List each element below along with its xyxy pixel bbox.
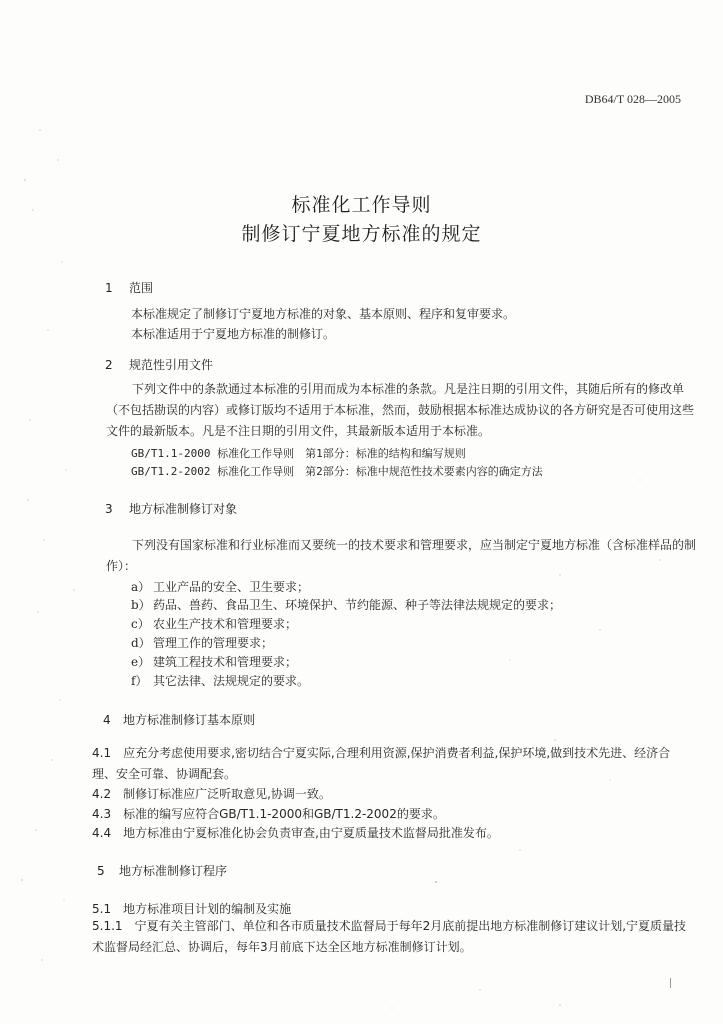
section-title: 范围 (129, 281, 154, 295)
subsection-title: 地方标准项目计划的编制及实施 (123, 902, 292, 916)
section-3-intro: 下列没有国家标准和行业标准而又要统一的技术要求和管理要求，应当制定宁夏地方标准（含标准样品的制作）： (106, 538, 697, 573)
title-line-2: 制修订宁夏地方标准的规定 (241, 223, 482, 245)
title-line-1: 标准化工作导则 (291, 194, 432, 216)
clause-number: 4.4 (92, 826, 112, 840)
clause-text: 宁夏有关主管部门、单位和各市质量技术监督局于每年2月底前提出地方标准制修订建议计划,宁夏质量技术监督局经汇总、协调后，每年3月前底下达全区地方标准制修订计划。 (92, 919, 687, 954)
list-marker: f） (131, 674, 148, 688)
clause-4-3 (92, 805, 445, 823)
list-text: 工业产品的安全、卫生要求； (153, 580, 310, 594)
clause-number: 4.2 (92, 787, 112, 801)
section-number: 3 (105, 502, 113, 516)
section-title: 地方标准制修订基本原则 (123, 713, 256, 727)
list-item (131, 672, 309, 689)
list-item (131, 596, 561, 613)
section-2-paragraph: 下列文件中的条款通过本标准的引用而成为本标准的条款。凡是注日期的引用文件，其随后所有的修改单（不包括勘误的内容）或修订版均不适用于本标准，然而，鼓励根据本标准达成协议的各方研究是否可使用这些文件的最新版本。凡是不注日期的引用文件，其最新版本适用于本标准。 (106, 382, 695, 438)
section-1-paragraph-1: 本标准规定了制修订宁夏地方标准的对象、基本原则、程序和复审要求。 (131, 307, 516, 321)
document-code: DB64/T 028—2005 (584, 92, 681, 106)
clause-text: 标准的编写应符合GB/T1.1-2000和GB/T1.2-2002的要求。 (123, 807, 445, 821)
section-title: 地方标准制修订对象 (129, 502, 238, 516)
reference-1: GB/T1.1-2000 标准化工作导则 第1部分：标准的结构和编写规则 (131, 447, 466, 460)
clause-4-1 (92, 743, 692, 785)
clause-4-2 (92, 785, 331, 803)
list-text: 农业生产技术和管理要求； (153, 617, 298, 631)
clause-number: 4.1 (92, 746, 112, 760)
list-text: 建筑工程技术和管理要求； (153, 655, 298, 669)
clause-text: 应充分考虑使用要求,密切结合宁夏实际,合理利用资源,保护消费者利益,保护环境,做到技术先进、经济合理、安全可靠、协调配套。 (92, 746, 671, 781)
list-marker: b） (131, 598, 151, 612)
list-marker: d） (131, 636, 151, 650)
section-number: 1 (105, 281, 113, 295)
section-5-heading (97, 862, 227, 879)
list-marker: c） (131, 617, 150, 631)
list-text: 其它法律、法规规定的要求。 (153, 674, 310, 688)
section-number: 5 (97, 864, 105, 878)
list-marker: a） (131, 580, 151, 594)
clause-text: 制修订标准应广泛听取意见,协调一致。 (123, 787, 331, 801)
section-title: 规范性引用文件 (129, 358, 214, 372)
section-number: 2 (105, 358, 113, 372)
section-1-paragraph-2: 本标准适用于宁夏地方标准的制修订。 (131, 327, 336, 341)
section-2-heading (105, 356, 213, 373)
clause-number: 4.3 (92, 807, 112, 821)
list-marker: e） (131, 655, 151, 669)
section-number: 4 (103, 713, 111, 727)
section-title: 地方标准制修订程序 (119, 864, 228, 878)
list-text: 药品、兽药、食品卫生、环境保护、节约能源、种子等法律法规规定的要求； (153, 598, 562, 612)
list-item (131, 615, 297, 632)
clause-5-1-1 (92, 916, 692, 958)
scan-mark (670, 978, 671, 988)
clause-number: 5.1.1 (92, 919, 123, 933)
clause-text: 地方标准由宁夏标准化协会负责审查,由宁夏质量技术监督局批准发布。 (123, 826, 499, 840)
subsection-number: 5.1 (92, 902, 112, 916)
section-4-heading (103, 711, 255, 728)
list-item (131, 653, 297, 670)
list-item (131, 578, 309, 595)
clause-4-4 (92, 824, 499, 842)
list-text: 管理工作的管理要求； (153, 636, 274, 650)
section-3-heading (105, 500, 237, 517)
list-item (131, 634, 273, 651)
section-1-heading (105, 279, 153, 296)
reference-2: GB/T1.2-2002 标准化工作导则 第2部分：标准中规范性技术要素内容的确定方法 (131, 465, 543, 478)
